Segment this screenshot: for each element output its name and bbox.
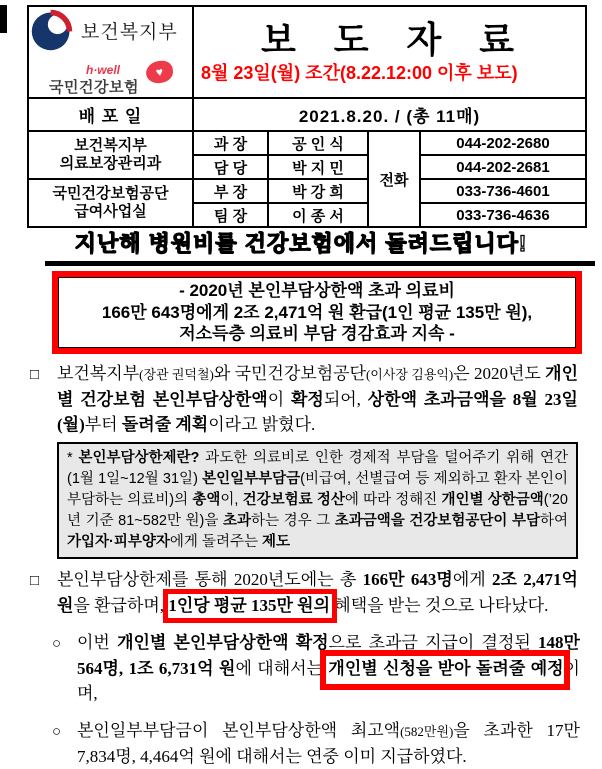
highlighted-average-refund xyxy=(168,596,330,615)
text-run: 건강보험료 정산 xyxy=(242,491,345,508)
contact-phone: 033-736-4636 xyxy=(420,203,586,227)
paragraph-application-refund xyxy=(52,630,580,706)
circle-bullet: ○ xyxy=(52,722,62,740)
phone-label: 전화 xyxy=(368,131,420,227)
contact-role: 담 당 xyxy=(193,155,268,179)
text-run: (’20년 기준 81~582만 원)을 xyxy=(67,491,568,529)
nhis-logo-text: 국민건강보험 xyxy=(49,79,139,96)
text-run: 부터 xyxy=(84,414,122,434)
text-run: 확정 xyxy=(290,389,324,409)
scan-artifact xyxy=(0,5,7,33)
text-run: 2조 2,471억 원 xyxy=(57,569,578,615)
dispatch-value: 2021.8.20. / (총 11매) xyxy=(193,98,586,131)
text-run: 에게 xyxy=(452,569,493,589)
text-run: 하여 xyxy=(540,512,569,529)
text-run: 되어, xyxy=(323,389,368,409)
org-line: 보건복지부 xyxy=(74,137,147,154)
org-mohw-dept xyxy=(28,131,193,179)
mohw-emblem-icon xyxy=(29,7,75,53)
paragraph-already-paid xyxy=(52,718,580,769)
text-run: 166만 643명 xyxy=(362,569,453,589)
mohw-logo xyxy=(29,7,192,53)
text-run: 을 초과한 17만 7,834명, 4,464억 원에 대해서는 연중 이미 지급하였다. xyxy=(77,720,580,766)
text-run: (582만원) xyxy=(400,723,454,739)
text-run: 에게 돌려주는 xyxy=(169,533,262,550)
nhis-hwell-text: h·well xyxy=(85,63,120,77)
text-run: 본인일부부담금 xyxy=(202,470,301,487)
logo-cell xyxy=(28,6,193,98)
text-run: 개인별 건강보험 본인부담상한액 xyxy=(57,363,578,409)
contact-name: 이 종 서 xyxy=(268,203,368,227)
contact-role: 과 장 xyxy=(193,131,268,155)
contact-name: 박 지 민 xyxy=(268,155,368,179)
embargo-notice: 8월 23일(월) 조간(8.22.12:00 이후 보도) xyxy=(201,62,518,83)
definition-note-box xyxy=(57,442,578,559)
text-run: 에 대해서는 xyxy=(235,658,329,678)
text-run: 148만 564명, 1조 6,731억 원 xyxy=(77,632,580,678)
contact-name: 공 인 식 xyxy=(268,131,368,155)
org-nhis-dept xyxy=(28,179,193,227)
paragraph-refund-total xyxy=(30,567,578,618)
text-run: * xyxy=(67,449,79,466)
contact-name: 박 강 희 xyxy=(268,179,368,203)
org-line: 국민건강보험공단 xyxy=(52,185,169,202)
text-run: 초과 xyxy=(222,512,251,529)
headline-line: 166만 643명에게 2조 2,471억 원 환급(1인 평균 135만 원), xyxy=(101,302,533,322)
text-run: 을 환급하며, xyxy=(73,595,169,615)
square-bullet: □ xyxy=(30,365,40,383)
text-run: (장관 권덕철) xyxy=(139,366,214,382)
text-run: 본인부담상한제란? xyxy=(78,449,200,466)
contact-phone: 044-202-2681 xyxy=(420,155,586,179)
org-line: 의료보장관리과 xyxy=(59,155,162,172)
text-run: 본인일부부담금이 본인부담상한액 최고액 xyxy=(77,720,401,740)
text-run: 가입자·피부양자 xyxy=(67,533,170,550)
mohw-logo-text: 보건복지부 xyxy=(81,21,178,43)
contact-phone: 033-736-4601 xyxy=(420,179,586,203)
contact-role: 부 장 xyxy=(193,179,268,203)
text-run: 와 국민건강보험공단 xyxy=(213,363,366,383)
dispatch-label: 배 포 일 xyxy=(28,98,193,131)
text-run: 으로 초과금 지급이 결정된 xyxy=(328,632,539,652)
paragraph-announcement xyxy=(30,361,578,437)
text-run: (이사장 김용익) xyxy=(365,366,454,382)
text-run: 하는 경우 그 xyxy=(250,512,335,529)
text-run: 본인부담상한제를 통해 2020년도에는 총 xyxy=(57,569,363,589)
text-run: 돌려줄 계획 xyxy=(121,414,209,434)
text-run: 총액 xyxy=(192,491,221,508)
text-run: 개인별 본인부담상한액 확정 xyxy=(117,632,329,652)
text-run: 1인당 평균 135만 원의 xyxy=(168,595,331,615)
text-run: 개인별 신청을 받아 돌려줄 예정 xyxy=(328,658,564,678)
text-run: 개인별 상한금액 xyxy=(441,491,544,508)
divider-rule xyxy=(45,261,595,266)
text-run: 이라고 밝혔다. xyxy=(208,414,316,434)
heart-glyph: ♥ xyxy=(154,64,165,80)
text-run: 에 따라 정해진 xyxy=(344,491,442,508)
press-header-table xyxy=(27,5,587,228)
square-bullet: □ xyxy=(30,571,40,589)
text-run: 과도한 의료비로 인한 경제적 부담을 덜어주기 위해 연간 (1월 1일~12월 31일) xyxy=(67,449,568,487)
text-run: 상한액 초과금액을 8월 23일(월) xyxy=(57,389,578,434)
highlighted-application-plan xyxy=(328,659,563,678)
text-run: 혜택을 받는 것으로 나타났다. xyxy=(330,595,549,615)
press-release-title: 보 도 자 료 xyxy=(260,18,529,60)
headline-red-box xyxy=(52,271,582,354)
contact-role: 팀 장 xyxy=(193,203,268,227)
org-line: 급여사업실 xyxy=(74,203,147,220)
headline-line: - 2020년 본인부담상한액 초과 의료비 xyxy=(179,281,455,300)
text-run: 이 xyxy=(267,389,291,409)
text-run: 보건복지부 xyxy=(57,363,140,383)
nhis-logo xyxy=(29,63,165,97)
text-run: 은 2020년도 xyxy=(453,363,546,383)
contact-phone: 044-202-2680 xyxy=(420,131,586,155)
text-run: 제도 xyxy=(262,533,291,550)
title-cell xyxy=(193,6,586,98)
text-run: 이번 xyxy=(77,632,118,652)
text-run: 이며, xyxy=(77,658,580,703)
text-run: 이, xyxy=(220,491,243,508)
text-run: 초과금액을 건강보험공단이 부담 xyxy=(334,512,540,529)
headline-line: 저소득층 의료비 부담 경감효과 지속 - xyxy=(179,324,455,343)
text-run: (비급여, 선별급여 등 제외하고 환자 본인이 부담하는 의료비)의 xyxy=(67,470,569,508)
circle-bullet: ○ xyxy=(52,634,62,652)
slogan-text: 지난해 병원비를 건강보험에서 돌려드립니다! xyxy=(74,231,528,256)
